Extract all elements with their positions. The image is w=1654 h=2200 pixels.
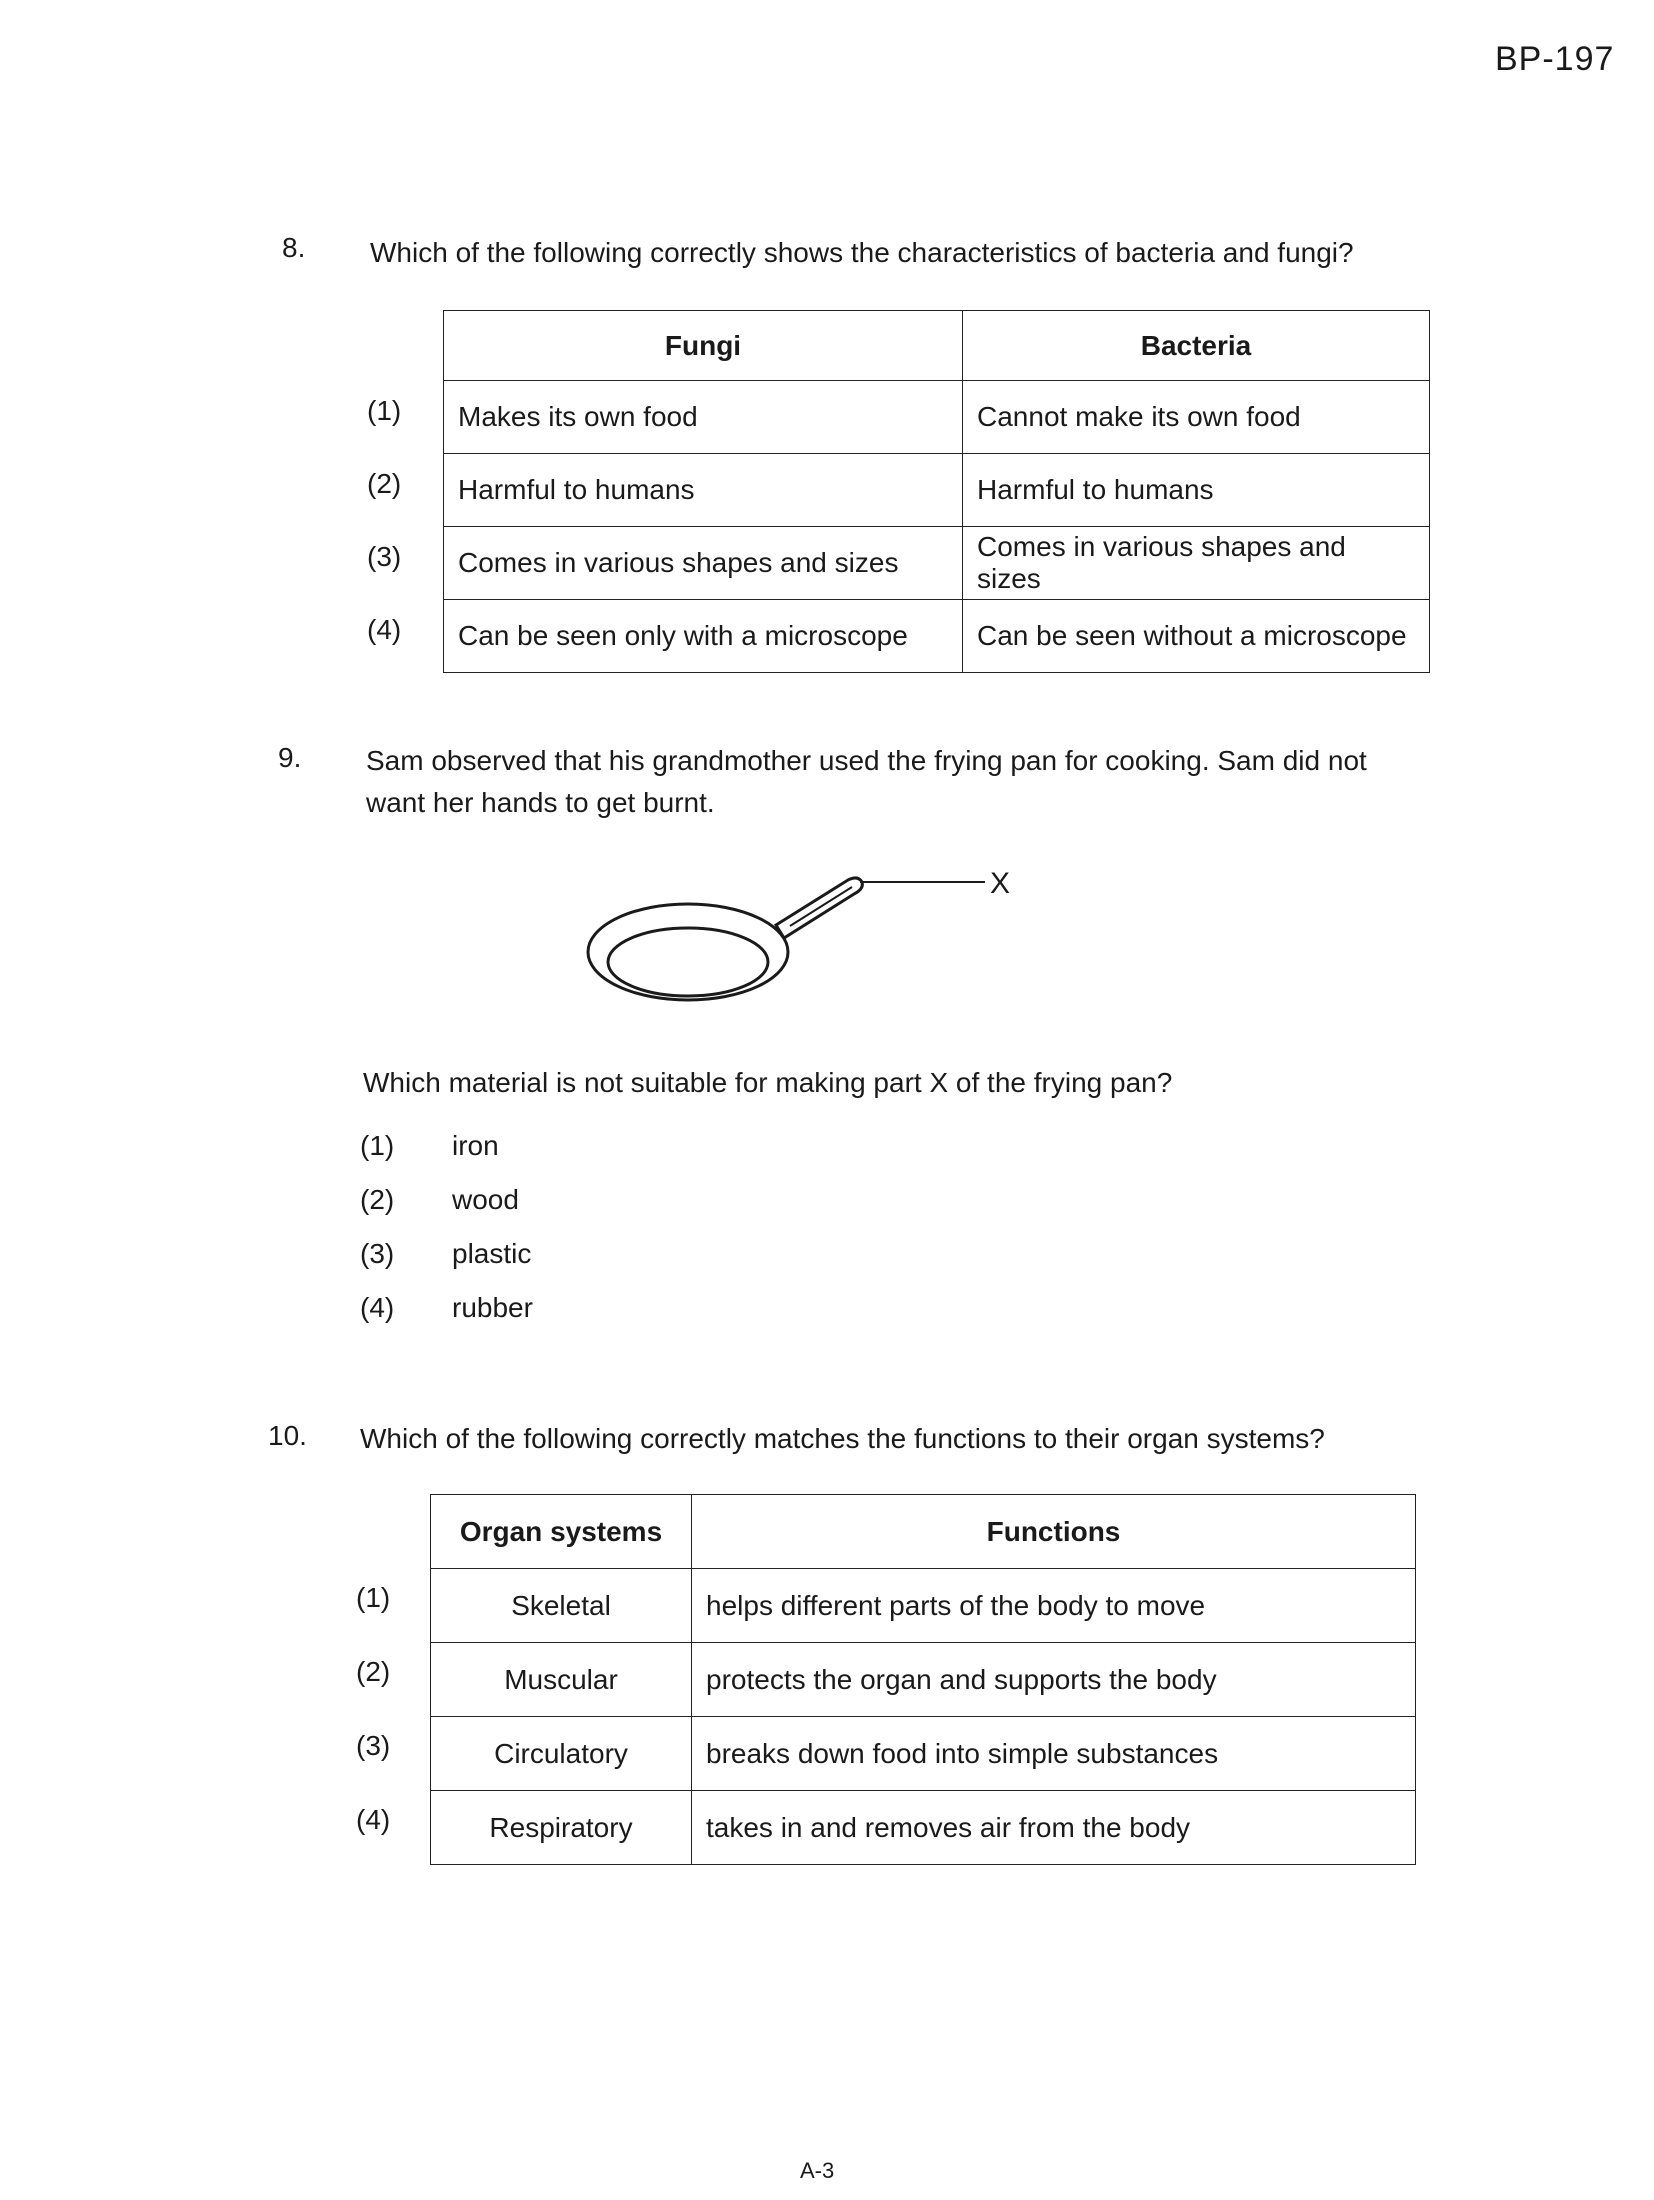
q8-fungi-1: Makes its own food [444,381,963,454]
q10-table [430,1494,1416,1865]
q10-row-label-3: (3) [356,1730,391,1761]
q8-bacteria-1: Cannot make its own food [963,381,1430,454]
q8-row-label-4: (4) [367,614,402,645]
q10-row-label-1: (1) [356,1582,391,1613]
q10-header-functions: Functions [692,1495,1416,1569]
q10-question: Which of the following correctly matches the functions to their organ systems? [360,1423,1325,1454]
page-footer-label: A-3 [800,2158,835,2183]
q10-function-2: protects the organ and supports the body [692,1643,1416,1717]
q8-table [443,310,1430,673]
q9-option-4-text: rubber [452,1292,533,1323]
q10-function-3: breaks down food into simple substances [692,1717,1416,1791]
q10-row-label-2: (2) [356,1656,391,1687]
q8-header-bacteria: Bacteria [963,311,1430,381]
q10-row-label-4: (4) [356,1804,391,1835]
q9-option-3-label: (3) [360,1238,395,1269]
page-code: BP-197 [1495,40,1615,78]
q8-header-fungi: Fungi [444,311,963,381]
q8-bacteria-3: Comes in various shapes and sizes [963,527,1430,600]
q9-option-3-text: plastic [452,1238,532,1269]
q8-bacteria-4: Can be seen without a microscope [963,600,1430,673]
q10-system-3: Circulatory [431,1717,692,1791]
q9-option-4-label: (4) [360,1292,395,1323]
q9-number: 9. [278,742,302,773]
q10-function-1: helps different parts of the body to move [692,1569,1416,1643]
frying-pan-diagram [580,870,1040,1025]
q9-option-1-text: iron [452,1130,499,1161]
q8-number: 8. [282,232,306,263]
q10-function-4: takes in and removes air from the body [692,1791,1416,1865]
q9-question: Sam observed that his grandmother used the frying pan for cooking. Sam did not want her hands to get burnt. [366,745,1367,818]
q8-fungi-3: Comes in various shapes and sizes [444,527,963,600]
q8-row-label-1: (1) [367,395,402,426]
q10-header-systems: Organ systems [431,1495,692,1569]
q8-row-label-3: (3) [367,541,402,572]
q10-number: 10. [268,1420,307,1451]
q10-system-4: Respiratory [431,1791,692,1865]
q8-bacteria-2: Harmful to humans [963,454,1430,527]
part-x-label: X [990,870,1011,900]
q10-system-1: Skeletal [431,1569,692,1643]
q8-fungi-2: Harmful to humans [444,454,963,527]
q9-option-2-text: wood [452,1184,519,1215]
q8-question: Which of the following correctly shows the characteristics of bacteria and fungi? [370,237,1354,268]
q9-sub-question: Which material is not suitable for making part X of the frying pan? [363,1067,1173,1098]
q8-fungi-4: Can be seen only with a microscope [444,600,963,673]
q9-option-1-label: (1) [360,1130,395,1161]
frying-pan-illustration [580,870,1040,1020]
q9-option-2-label: (2) [360,1184,395,1215]
q10-system-2: Muscular [431,1643,692,1717]
q8-row-label-2: (2) [367,468,402,499]
